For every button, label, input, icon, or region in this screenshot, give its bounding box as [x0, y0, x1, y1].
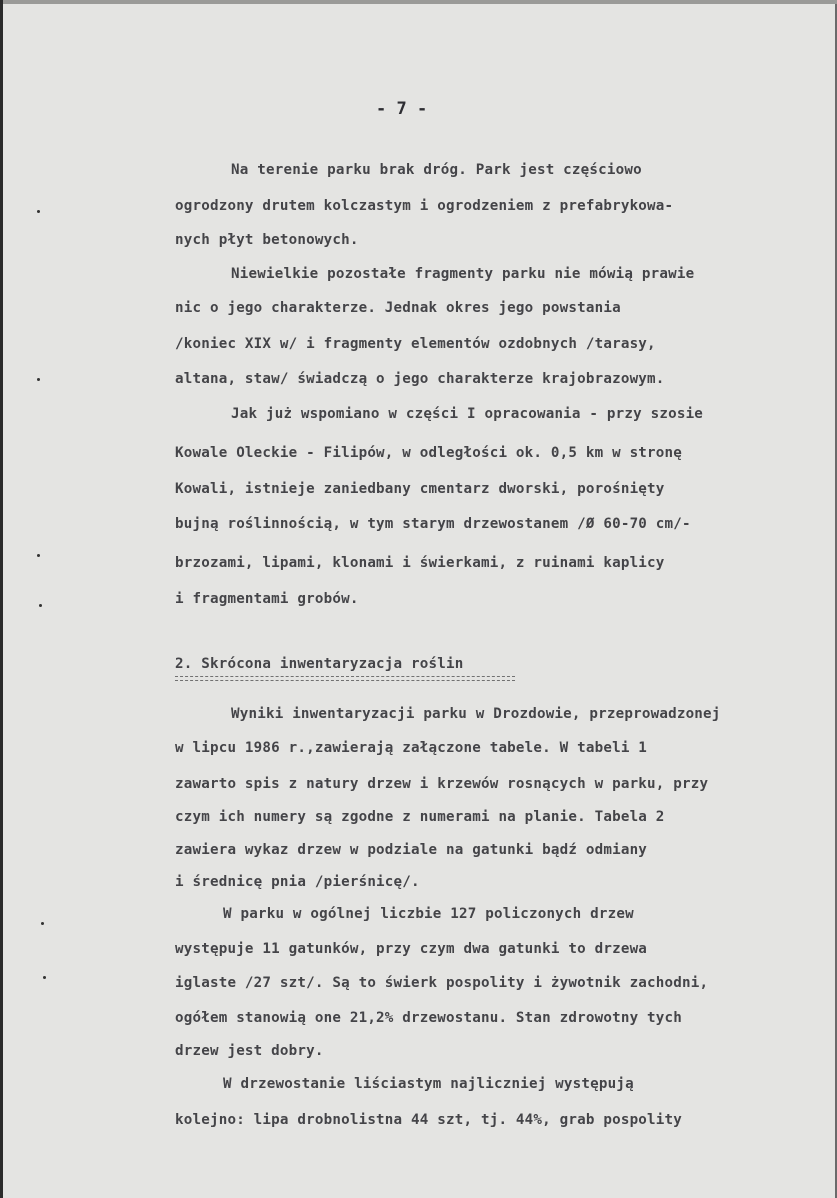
margin-dot: [39, 604, 42, 607]
margin-dot: [41, 922, 44, 925]
text-line: brzozami, lipami, klonami i świerkami, z ruinami kaplicy: [175, 555, 665, 571]
text-line: ogrodzony drutem kolczastym i ogrodzeniem z prefabrykowa-: [175, 198, 674, 214]
text-line: nic o jego charakterze. Jednak okres jego powstania: [175, 300, 621, 316]
margin-dot: [37, 554, 40, 557]
text-line: iglaste /27 szt/. Są to świerk pospolity i żywotnik zachodni,: [175, 975, 709, 991]
text-line: W parku w ogólnej liczbie 127 policzonych drzew: [223, 906, 634, 922]
text-line: zawiera wykaz drzew w podziale na gatunki bądź odmiany: [175, 842, 648, 858]
text-line: w lipcu 1986 r.,zawierają załączone tabele. W tabeli 1: [175, 740, 648, 756]
section-heading: 2. Skrócona inwentaryzacja roślin: [175, 656, 464, 672]
margin-dot: [37, 210, 40, 213]
heading-underline: [175, 676, 515, 681]
text-line: Jak już wspomiano w części I opracowania - przy szosie: [231, 406, 704, 422]
text-line: Kowale Oleckie - Filipów, w odległości ok. 0,5 km w stronę: [175, 445, 683, 461]
text-line: i fragmentami grobów.: [175, 591, 359, 607]
text-line: /koniec XIX w/ i fragmenty elementów ozdobnych /tarasy,: [175, 336, 656, 352]
text-line: występuje 11 gatunków, przy czym dwa gatunki to drzewa: [175, 941, 648, 957]
text-line: altana, staw/ świadczą o jego charakterze krajobrazowym.: [175, 371, 665, 387]
text-line: bujną roślinnością, w tym starym drzewostanem /Ø 60-70 cm/-: [175, 516, 691, 532]
text-line: ogółem stanowią one 21,2% drzewostanu. Stan zdrowotny tych: [175, 1010, 683, 1026]
margin-dot: [43, 976, 46, 979]
text-line: czym ich numery są zgodne z numerami na planie. Tabela 2: [175, 809, 665, 825]
text-line: W drzewostanie liściastym najliczniej występują: [223, 1076, 634, 1092]
text-line: nych płyt betonowych.: [175, 232, 359, 248]
text-line: kolejno: lipa drobnolistna 44 szt, tj. 44%, grab pospolity: [175, 1112, 683, 1128]
text-line: Na terenie parku brak dróg. Park jest częściowo: [231, 162, 642, 178]
margin-dot: [37, 378, 40, 381]
page-number: - 7 -: [376, 99, 428, 119]
text-line: i średnicę pnia /pierśnicę/.: [175, 874, 420, 890]
text-line: Niewielkie pozostałe fragmenty parku nie mówią prawie: [231, 266, 695, 282]
scan-top-edge: [3, 0, 837, 4]
text-line: zawarto spis z natury drzew i krzewów rosnących w parku, przy: [175, 776, 709, 792]
text-line: Wyniki inwentaryzacji parku w Drozdowie, przeprowadzonej: [231, 706, 721, 722]
text-line: drzew jest dobry.: [175, 1043, 324, 1059]
text-line: Kowali, istnieje zaniedbany cmentarz dworski, porośnięty: [175, 481, 665, 497]
